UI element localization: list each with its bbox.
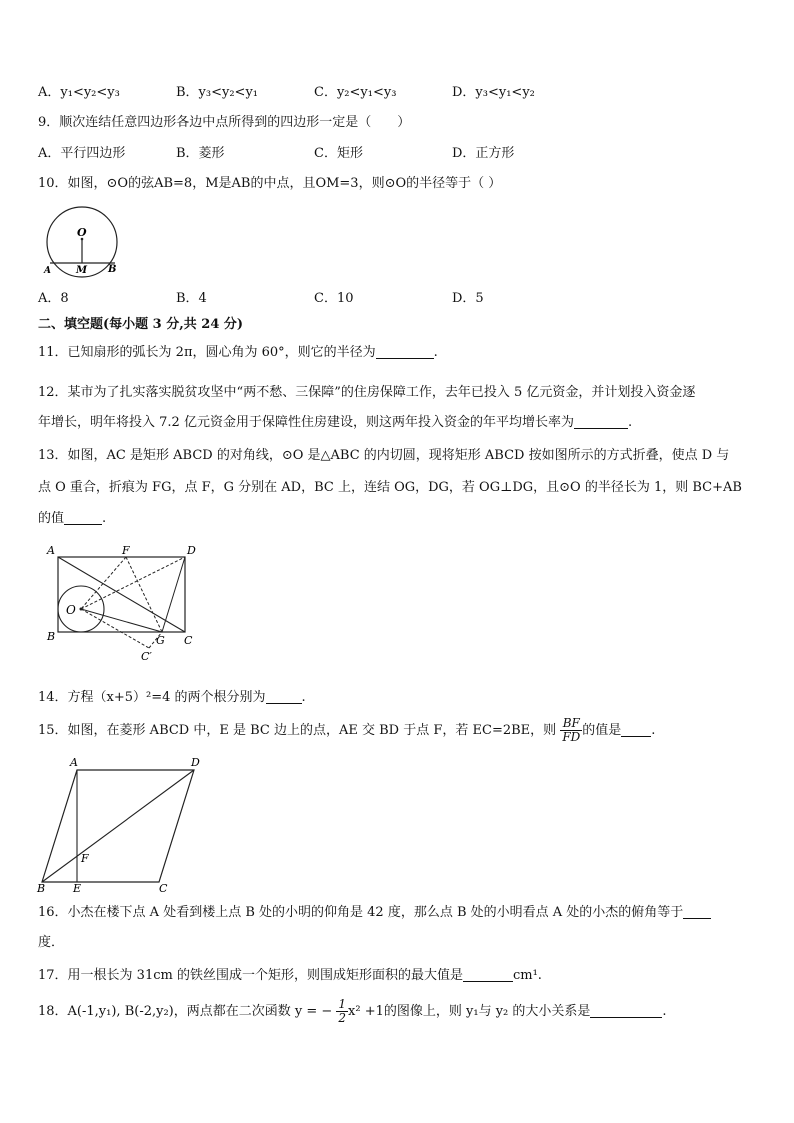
q18-fraction <box>336 998 348 1025</box>
label-d: D <box>187 544 196 557</box>
q15-fraction <box>560 717 582 744</box>
label-c: C <box>159 882 168 894</box>
diagonal-bd <box>42 770 194 882</box>
q15-end: . <box>651 723 656 738</box>
q13-blank <box>64 510 102 525</box>
q16-text: 16．小杰在楼下点 A 处看到楼上点 B 处的小明的仰角是 42 度，那么点 B 处的小明看点 A 处的小杰的俯角等于 <box>38 905 684 920</box>
q18-text: 18．A(-1,y₁), B(-2,y₂)，两点都在二次函数 y = − <box>38 1004 333 1019</box>
q18-denominator: 2 <box>338 1011 347 1025</box>
q17-unit: cm¹. <box>512 968 542 983</box>
q14-end: . <box>301 690 306 705</box>
folded-edge-oc2 <box>81 609 149 648</box>
q12-line2 <box>38 414 632 432</box>
q16-blank <box>683 904 711 919</box>
q12-line1: 12．某市为了扎实落实脱贫攻坚中“两不愁、三保障”的住房保障工作，去年已投入 5 亿元资金，并计划投入资金逐 <box>38 385 696 400</box>
q8-option-a: A．y₁<y₂<y₃ <box>38 85 120 100</box>
label-a: A <box>44 266 51 276</box>
q10-circle-figure <box>40 206 130 282</box>
label-a: A <box>70 756 78 769</box>
q13-end: . <box>102 511 107 526</box>
q17-blank <box>463 967 513 982</box>
q9-stem: 9．顺次连结任意四边形各边中点所得到的四边形一定是（ ） <box>38 115 411 130</box>
q18-line <box>38 998 667 1026</box>
q10-option-b: B．4 <box>176 291 207 306</box>
label-b: B <box>37 882 46 894</box>
label-b: B <box>47 630 56 643</box>
q12-end: . <box>627 415 633 430</box>
segment-dg <box>162 557 185 632</box>
q17-line <box>38 967 542 985</box>
label-c-prime: C′ <box>141 650 152 663</box>
q13-rectangle-figure <box>44 540 204 665</box>
q13-line1: 13．如图，AC 是矩形 ABCD 的对角线，⊙O 是△ABC 的内切圆，现将矩形 ABCD 按如图所示的方式折叠，使点 D 与 <box>38 448 730 463</box>
label-g: G <box>156 634 165 647</box>
q12-text: 年增长，明年将投入 7.2 亿元资金用于保障性住房建设，则这两年投入资金的年平均增长率为 <box>38 415 574 430</box>
label-b: B <box>108 264 117 275</box>
q11-line <box>38 344 438 362</box>
label-o: O <box>66 603 76 617</box>
q11-end: . <box>433 345 438 360</box>
q14-blank <box>266 689 302 704</box>
q17-text: 17．用一根长为 31cm 的铁丝围成一个矩形，则围成矩形面积的最大值是 <box>38 968 463 983</box>
q9-option-c: C．矩形 <box>314 146 363 161</box>
q14-line <box>38 689 306 707</box>
q15-denominator: FD <box>562 730 581 744</box>
q8-option-b: B．y₃<y₂<y₁ <box>176 85 259 100</box>
label-o: O <box>77 226 87 239</box>
q18-mid: x² +1的图像上，则 y₁与 y₂ 的大小关系是 <box>348 1004 591 1019</box>
center-point <box>80 608 83 611</box>
q15-line <box>38 717 655 745</box>
q9-option-b: B．菱形 <box>176 146 225 161</box>
q13-text: 的值 <box>38 511 65 526</box>
fold-line-fg <box>126 557 162 632</box>
label-d: D <box>191 756 200 769</box>
q14-text: 14．方程（x+5）²=4 的两个根分别为 <box>38 690 266 705</box>
q10-option-d: D．5 <box>452 291 484 306</box>
label-f: F <box>122 544 130 557</box>
q15-rhombus-figure <box>34 754 209 894</box>
q11-blank <box>376 344 434 359</box>
q15-mid: 的值是 <box>582 723 622 738</box>
folded-edge-fo <box>81 557 126 609</box>
q8-option-c: C．y₂<y₁<y₃ <box>314 85 397 100</box>
q16-line2: 度． <box>38 935 65 950</box>
label-e: E <box>73 882 82 894</box>
label-a: A <box>47 544 55 557</box>
q10-stem: 10．如图，⊙O的弦AB=8，M是AB的中点，且OM=3，则⊙O的半径等于（ ） <box>38 176 502 191</box>
q13-line3 <box>38 510 106 528</box>
q15-text: 15．如图，在菱形 ABCD 中，E 是 BC 边上的点，AE 交 BD 于点 F，若 EC=2BE，则 <box>38 723 557 738</box>
q18-end: . <box>662 1004 667 1019</box>
label-f: F <box>81 852 89 865</box>
section-heading: 二、填空题(每小题 3 分,共 24 分) <box>38 317 244 332</box>
label-c: C <box>184 634 193 647</box>
q12-blank <box>574 414 628 429</box>
q11-text: 11．已知扇形的弧长为 2π，圆心角为 60°，则它的半径为 <box>38 345 376 360</box>
q8-option-d: D．y₃<y₁<y₂ <box>452 85 535 100</box>
label-m: M <box>76 265 88 276</box>
q15-numerator: BF <box>560 717 582 731</box>
q10-option-a: A．8 <box>38 291 69 306</box>
q15-blank <box>621 722 651 737</box>
q9-option-d: D．正方形 <box>452 146 515 161</box>
q9-option-a: A．平行四边形 <box>38 146 126 161</box>
q18-numerator: 1 <box>338 997 347 1011</box>
q10-option-c: C．10 <box>314 291 354 306</box>
q18-blank <box>590 1003 662 1018</box>
q13-line2: 点 O 重合，折痕为 FG，点 F，G 分别在 AD，BC 上，连结 OG，DG，若 OG⊥DG，且⊙O 的半径长为 1，则 BC+AB <box>38 480 742 495</box>
q16-line1 <box>38 904 711 922</box>
